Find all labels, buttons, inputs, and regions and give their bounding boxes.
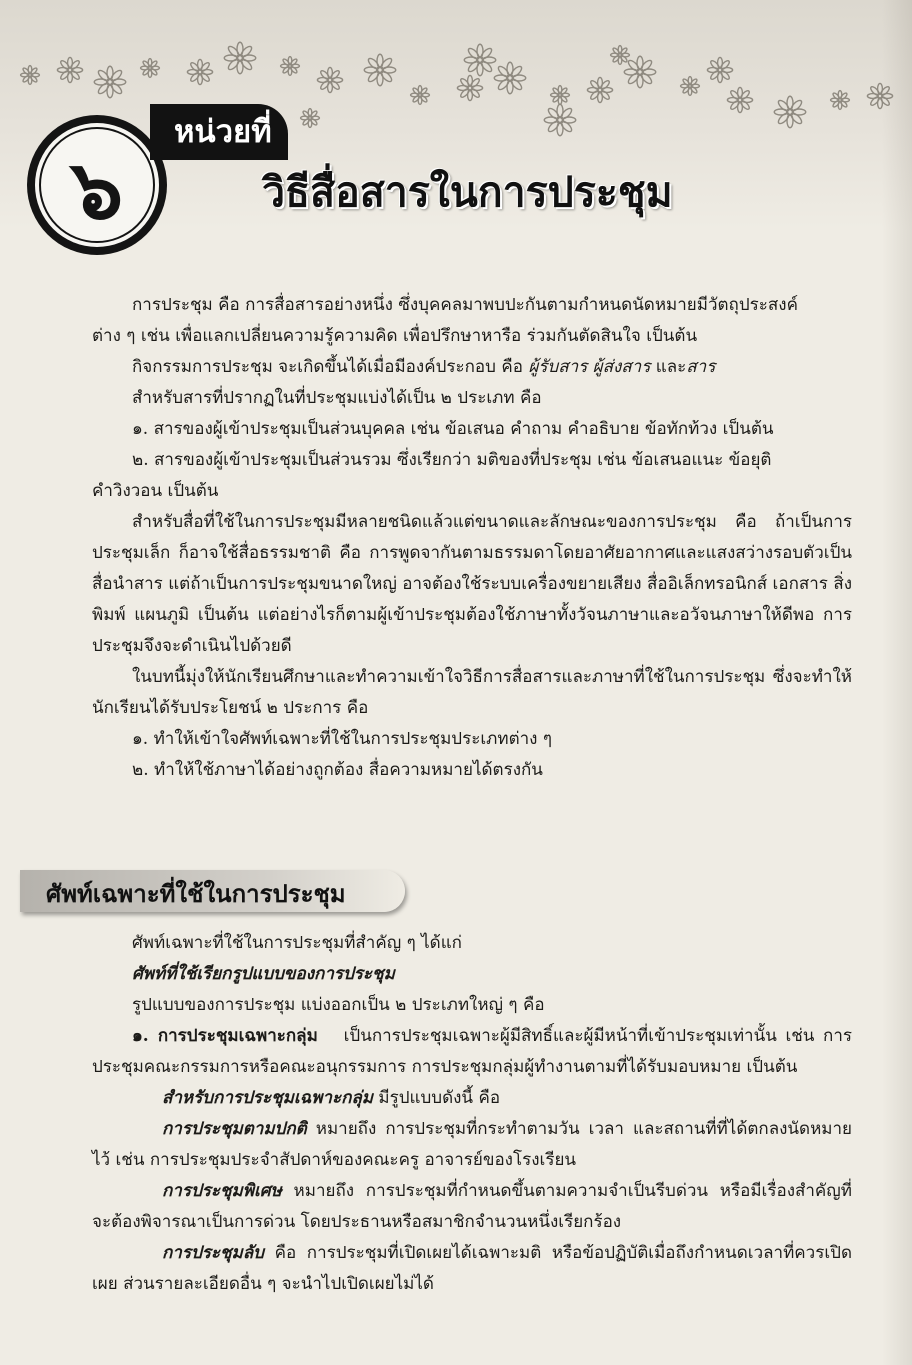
flower-petal [477, 62, 483, 76]
flower-petal [720, 59, 731, 70]
flower-petal [562, 117, 576, 123]
flower-petal [237, 60, 243, 74]
flower-petal [709, 70, 720, 81]
flower-petal [470, 88, 481, 99]
flower-petal [479, 59, 493, 73]
meeting-subtype-intro [112, 1083, 852, 1114]
definition-special [92, 1176, 852, 1238]
intro-paragraph-5: ในบทนี้มุ่งให้นักเรียนศึกษาและทำความเข้าใจวิธีการสื่อสารและภาษาที่ใช้ในการประชุม ซึ่งจะทำให้นักเรียนได้รับประโยชน์ ๒ ประการ คือ [92, 667, 852, 718]
flower-petal [589, 79, 600, 90]
flower-petal [557, 122, 563, 136]
flower-petal [722, 68, 733, 73]
flower-petal [509, 65, 523, 79]
flower-petal [189, 72, 200, 83]
flower-petal [330, 69, 341, 80]
flower-petal [367, 57, 381, 71]
section-heading [20, 870, 405, 912]
intro-paragraph-2-sar: สาร [686, 357, 716, 377]
flower-petal [882, 94, 893, 99]
flower-petal [880, 96, 891, 107]
flower-petal [317, 78, 328, 83]
flower-petal [589, 90, 600, 101]
section-subheading: ศัพท์ที่ใช้เรียกรูปแบบของการประชุม [132, 964, 395, 984]
flower-petal [198, 59, 203, 70]
flower-petal [112, 79, 126, 85]
flower-petal [467, 59, 481, 73]
intro-paragraph-1a: การประชุม คือ การสื่อสารอย่างหนึ่ง ซึ่งบุคคลมาพบปะกันตามกำหนดนัดหมายมีวัตถุประสงค์ [132, 295, 798, 315]
flower-petal [869, 85, 880, 96]
flower-petal [377, 72, 383, 86]
flower-petal [729, 89, 740, 100]
message-type-1: ๑. สารของผู้เข้าประชุมเป็นส่วนบุคคล เช่น ข้อเสนอ คำถาม คำอธิบาย ข้อทักท้วง เป็นต้น [132, 419, 774, 439]
flower-center [618, 53, 622, 57]
intro-paragraph-2-and: และ [650, 357, 687, 377]
flower-petal [57, 68, 68, 73]
chapter-number: ๖ [70, 143, 124, 238]
flower-petal [467, 47, 481, 61]
flower-petal [789, 111, 803, 125]
flower-petal [727, 98, 738, 103]
intro-paragraph-4: สำหรับสื่อที่ใช้ในการประชุมมีหลายชนิดแล้วแต่ขนาดและลักษณะของการประชุม คือ ถ้าเป็นการประชุมเล็ก ก็อาจใช้สื่อธรรมชาติ คือ การพูดจากันตามธรรมดาโดยอาศัยอากาศและแสงสว่างรอบตัวเป็นสื่อนำสาร แต่ถ้าเป็นการประชุมขนาดใหญ่ อาจต้องใช้ระบบเครื่องขยายเสียง สื่ออิเล็กทรอนิกส์ เอกสาร สิ่งพิมพ์ แผนภูมิ เป็นต้น แต่อย่างไรก็ตามผู้เข้าประชุมต้องใช้ภาษาทั้งวัจนภาษาและอวัจนภาษาให้ดีพอ การประชุมจึงจะดำเนินไปด้วยดี [92, 512, 852, 656]
flower-petal [68, 72, 73, 83]
flower-petal [787, 96, 793, 110]
flower-petal [509, 77, 523, 91]
flower-petal [720, 70, 731, 81]
flower-petal [227, 45, 241, 59]
flower-center [148, 66, 152, 70]
flower-petal [468, 75, 473, 86]
flower-petal [97, 81, 111, 95]
flower-petal [718, 57, 723, 68]
flower-petal [472, 86, 483, 91]
flower-petal [109, 69, 123, 83]
message-type-2a: ๒. สารของผู้เข้าประชุมเป็นส่วนรวม ซึ่งเรียกว่า มติของที่ประชุม เช่น ข้อเสนอแนะ ข้อยุติ [132, 450, 772, 470]
intro-paragraph-3: สำหรับสารที่ปรากฏในที่ประชุมแบ่งได้เป็น ๒ ประเภท คือ [132, 388, 542, 408]
flower-petal [107, 66, 113, 80]
flower-petal [507, 80, 513, 94]
flower-petal [512, 75, 526, 81]
flower-center [688, 84, 692, 88]
definition-special-term: การประชุมพิเศษ [162, 1181, 282, 1201]
definition-secret-term: การประชุมลับ [162, 1243, 264, 1263]
flower-petal [557, 104, 563, 118]
flower-petal [544, 117, 558, 123]
flower-petal [189, 61, 200, 72]
flower-petal [789, 99, 803, 113]
flower-petal [587, 88, 598, 93]
flower-petal [109, 81, 123, 95]
flower-center [838, 98, 842, 102]
flower-petal [237, 42, 243, 56]
flower-petal [239, 57, 253, 71]
section-paragraph-1: ศัพท์เฉพาะที่ใช้ในการประชุมที่สำคัญ ๆ ได้แก่ [132, 933, 462, 953]
flower-petal [457, 86, 468, 91]
flower-petal [729, 100, 740, 111]
flower-petal [468, 90, 473, 101]
flower-petal [774, 109, 788, 115]
flower-petal [200, 72, 211, 83]
page-edge-shadow [882, 0, 912, 1365]
flower-petal [470, 77, 481, 88]
flower-petal [598, 92, 603, 103]
flower-center [288, 64, 292, 68]
flower-petal [94, 79, 108, 85]
flower-petal [382, 67, 396, 73]
definition-secret [92, 1238, 852, 1300]
definition-regular [92, 1114, 852, 1176]
flower-petal [627, 59, 641, 73]
flower-petal [319, 80, 330, 91]
flower-petal [59, 70, 70, 81]
flower-center [418, 93, 422, 97]
flower-petal [224, 55, 238, 61]
flower-petal [880, 85, 891, 96]
flower-petal [330, 80, 341, 91]
flower-petal [777, 99, 791, 113]
section-heading-text: ศัพท์เฉพาะที่ใช้ในการประชุม [46, 880, 346, 908]
flower-petal [479, 47, 493, 61]
flower-petal [70, 59, 81, 70]
flower-petal [740, 89, 751, 100]
flower-petal [70, 70, 81, 81]
flower-petal [107, 84, 113, 98]
flower-petal [742, 98, 753, 103]
flower-petal [777, 111, 791, 125]
objective-2: ๒. ทำให้ใช้ภาษาได้อย่างถูกต้อง สื่อความหมายได้ตรงกัน [132, 760, 543, 780]
flower-petal [464, 57, 478, 63]
flower-petal [59, 59, 70, 70]
definition-special-text: หมายถึง การประชุมที่กำหนดขึ้นตามความจำเป็นรีบด่วน หรือมีเรื่องสำคัญที่จะต้องพิจารณาเป็นการด่วน โดยประธานหรือสมาชิกจำนวนหนึ่งเรียกร้อง [92, 1181, 852, 1232]
flower-petal [878, 98, 883, 109]
flower-petal [198, 74, 203, 85]
flower-petal [738, 87, 743, 98]
meeting-type-1 [92, 1021, 852, 1083]
flower-petal [547, 119, 561, 133]
intro-paragraph-2-italic: ผู้รับสาร ผู้ส่งสาร [528, 357, 651, 377]
meeting-subtype-intro-text: มีรูปแบบดังนี้ คือ [373, 1088, 501, 1108]
intro-paragraph-2-text: กิจกรรมการประชุม จะเกิดขึ้นได้เมื่อมีองค์ประกอบ คือ [132, 357, 529, 377]
flower-petal [202, 70, 213, 75]
flower-petal [200, 61, 211, 72]
flower-petal [639, 59, 653, 73]
flower-petal [740, 100, 751, 111]
flower-petal [559, 119, 573, 133]
section-text [92, 928, 852, 1300]
message-type-2b: คำวิงวอน เป็นต้น [92, 481, 219, 501]
flower-petal [187, 70, 198, 75]
meeting-type-1-label: ๑. การประชุมเฉพาะกลุ่ม [132, 1026, 318, 1046]
flower-petal [602, 88, 613, 93]
intro-paragraph-2 [112, 352, 852, 383]
flower-petal [637, 56, 643, 70]
flower-petal [624, 69, 638, 75]
flower-center [558, 93, 562, 97]
objective-1: ๑. ทำให้เข้าใจศัพท์เฉพาะที่ใช้ในการประชุมประเภทต่าง ๆ [132, 729, 553, 749]
flower-petal [328, 82, 333, 93]
flower-center [28, 73, 32, 77]
flower-petal [482, 57, 496, 63]
flower-petal [718, 72, 723, 83]
flower-petal [494, 75, 508, 81]
meeting-subtype-intro-em: สำหรับการประชุมเฉพาะกลุ่ม [162, 1088, 374, 1108]
flower-petal [97, 69, 111, 83]
definition-secret-text: คือ การประชุมที่เปิดเผยได้เฉพาะมติ หรือข้อปฏิบัติเมื่อถึงกำหนดเวลาที่ควรเปิดเผย ส่วนรายละเอียดอื่น ๆ จะนำไปเปิดเผยไม่ได้ [92, 1243, 852, 1294]
flower-petal [239, 45, 253, 59]
flower-petal [792, 109, 806, 115]
flower-petal [332, 78, 343, 83]
page-title: วิธีสื่อสารในการประชุม [262, 168, 673, 216]
flower-petal [878, 83, 883, 94]
flower-petal [227, 57, 241, 71]
flower-petal [627, 71, 641, 85]
flower-petal [639, 71, 653, 85]
flower-petal [379, 69, 393, 83]
flower-petal [709, 59, 720, 70]
flower-petal [637, 74, 643, 88]
flower-petal [547, 107, 561, 121]
flower-petal [379, 57, 393, 71]
flower-petal [867, 94, 878, 99]
flower-petal [319, 69, 330, 80]
flower-petal [459, 88, 470, 99]
flower-petal [377, 54, 383, 68]
flower-petal [459, 77, 470, 88]
flower-petal [242, 55, 256, 61]
flower-petal [72, 68, 83, 73]
flower-petal [477, 44, 483, 58]
flower-petal [328, 67, 333, 78]
unit-label: หน่วยที่ [150, 104, 288, 160]
intro-text [92, 290, 852, 786]
flower-petal [600, 90, 611, 101]
flower-petal [869, 96, 880, 107]
flower-petal [600, 79, 611, 90]
flower-petal [497, 65, 511, 79]
flower-petal [598, 77, 603, 88]
flower-petal [364, 67, 378, 73]
definition-regular-text: หมายถึง การประชุมที่กระทำตามวัน เวลา และสถานที่ที่ได้ตกลงนัดหมายไว้ เช่น การประชุมประจำสัปดาห์ของคณะครู อาจารย์ของโรงเรียน [92, 1119, 852, 1170]
flower-petal [367, 69, 381, 83]
flower-petal [507, 62, 513, 76]
flower-petal [559, 107, 573, 121]
flower-petal [497, 77, 511, 91]
flower-petal [642, 69, 656, 75]
flower-petal [787, 114, 793, 128]
flower-petal [707, 68, 718, 73]
flower-center [308, 116, 312, 120]
flower-petal [68, 57, 73, 68]
intro-paragraph-1b: ต่าง ๆ เช่น เพื่อแลกเปลี่ยนความรู้ความคิด เพื่อปรึกษาหารือ ร่วมกันตัดสินใจ เป็นต้น [92, 326, 698, 346]
definition-regular-term: การประชุมตามปกติ [162, 1119, 307, 1139]
section-paragraph-3: รูปแบบของการประชุม แบ่งออกเป็น ๒ ประเภทใหญ่ ๆ คือ [132, 995, 545, 1015]
flower-petal [738, 102, 743, 113]
meeting-type-1-text: เป็นการประชุมเฉพาะผู้มีสิทธิ์และผู้มีหน้าที่เข้าประชุมเท่านั้น เช่น การประชุมคณะกรรมการหรือคณะอนุกรรมการ การประชุมกลุ่มผู้ทำงานตามที่ได้รับมอบหมาย เป็นต้น [92, 1026, 852, 1077]
